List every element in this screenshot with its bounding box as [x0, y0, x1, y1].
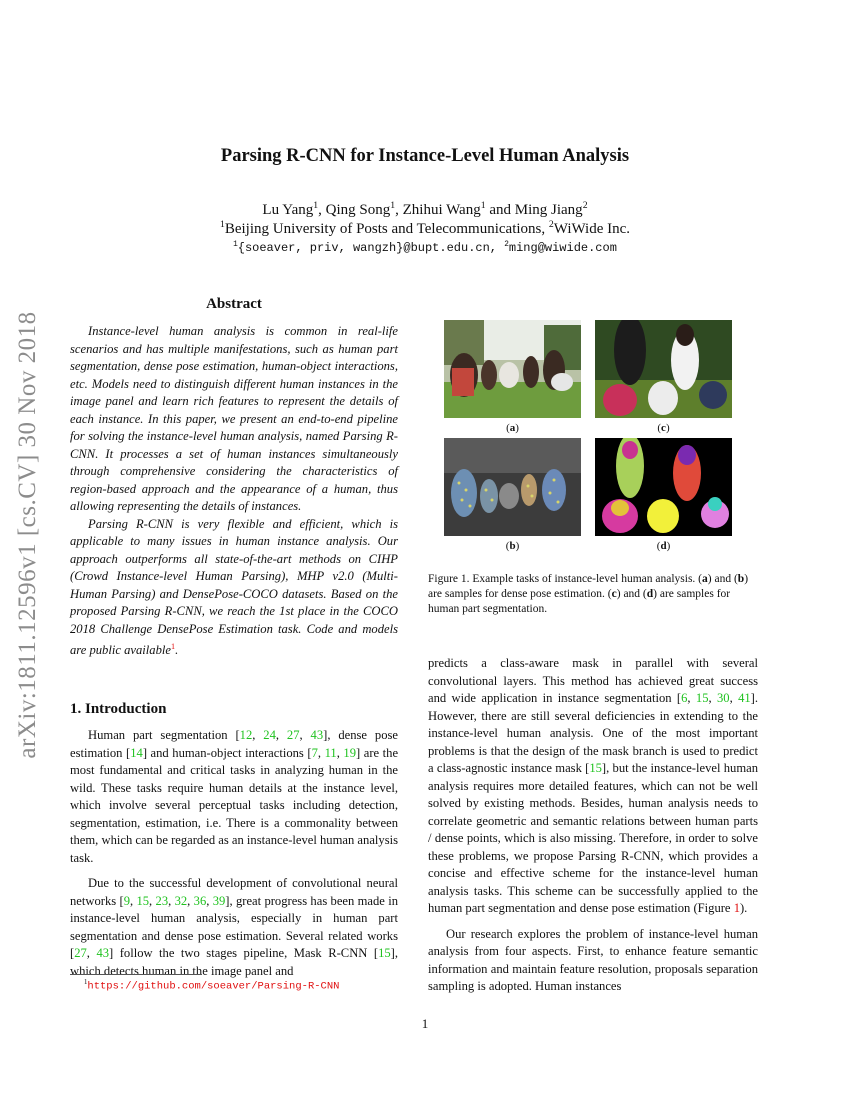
figure-panel-a-photo [444, 320, 581, 418]
figure-panel-d-segmentation [595, 438, 732, 536]
footnote: $^1$https://github.com/soeaver/Parsing-R-CNN [84, 979, 340, 993]
arxiv-sidebar-stamp [6, 290, 50, 780]
citation-link[interactable]: 27 [286, 728, 300, 742]
introduction-body [70, 727, 398, 980]
subfigure-ref: a [702, 573, 708, 585]
citation-link[interactable]: 11 [324, 745, 337, 760]
citation-link[interactable]: 15 [378, 946, 391, 960]
citation-link[interactable]: 12 [239, 728, 253, 742]
photo-girls-group [595, 320, 732, 418]
arxiv-id: arXiv:1811.12596v1 [cs.CV] 30 Nov 2018 [14, 311, 41, 759]
abstract-paragraph: Parsing R-CNN is very flexible and efficient, which is applicable to many issues in human instance analysis. Our approach outperforms all state-of-the-art methods on CIHP (Crowd Instance-level Human Parsing), MHP v2.0 (Multi-Human Parsing) and DensePose-COCO datasets. Based on the proposed Parsing R-CNN, we reach the 1st place in the COCO 2018 Challenge DensePose Estimation task. Code and models are public available$^1$. [70, 516, 398, 658]
citation-link[interactable]: 43 [310, 728, 324, 742]
footnote-reference-link[interactable]: 1 [170, 642, 176, 651]
figure-label-b: (b) [505, 540, 520, 552]
footnote-link[interactable]: https://github.com/soeaver/Parsing-R-CNN [87, 980, 340, 993]
author: Lu Yang$^1$, [262, 200, 326, 218]
citation-link[interactable]: 30 [716, 691, 730, 705]
citation-link[interactable]: 43 [96, 946, 110, 960]
abstract-paragraph: Instance-level human analysis is common in real-life scenarios and has multiple manifestations, such as human part segmentation, dense pose estimation, human-object interactions, etc. Models need to distinguish different human instances in the image panel and learn rich features to represent the details of each instance. In this paper, we present an end-to-end pipeline for solving the instance-level human analysis, named Parsing R-CNN. It processes a set of human instances simultaneously through comprehensive considering the characteristics of region-based approach and the appearance of a human, thus allowing representing the details of instances. [70, 324, 398, 513]
abstract-heading: Abstract [206, 296, 262, 312]
affiliations: $^1$Beijing University of Posts and Telecommunications, $^2$WiWide Inc. [219, 219, 631, 237]
citation-link[interactable]: 32 [174, 893, 188, 908]
figure-panel-b-densepose [444, 438, 581, 536]
part-segmentation-visualization [595, 438, 732, 536]
right-column-body [428, 655, 758, 996]
footnote-divider [70, 974, 202, 975]
figure-panel-c-photo [595, 320, 732, 418]
figure-label-d: (d) [656, 540, 671, 552]
citation-link[interactable]: 36 [193, 893, 207, 908]
citation-link[interactable]: 39 [212, 893, 226, 908]
author: Qing Song$^1$, [325, 200, 403, 218]
introduction-heading: 1. Introduction [70, 701, 167, 717]
page-number: 1 [421, 1016, 429, 1031]
citation-link[interactable]: 9 [123, 893, 130, 908]
densepose-visualization [444, 438, 581, 536]
introduction-paragraph: Due to the successful development of convolutional neural networks [9, 15, 23, 32, 36, 39], great progress has been made in instance-level human analysis, especially in human part segmentation and dense pose estimation. Several related works [27, 43] follow the two stages pipeline, Mask R-CNN [15], which detects human in the image panel and [70, 876, 399, 978]
citation-link[interactable]: 6 [681, 691, 688, 705]
citation-link[interactable]: 15 [589, 761, 602, 775]
subfigure-ref: d [646, 588, 654, 600]
citation-link[interactable]: 15 [695, 691, 709, 705]
figure-label-c: (c) [657, 422, 670, 434]
citation-link[interactable]: 27 [74, 946, 87, 960]
subfigure-ref: c [611, 588, 617, 600]
author: Ming Jiang$^2$ [514, 200, 588, 218]
right-paragraph: predicts a class-aware mask in parallel with several convolutional layers. This method has achieved great success and wide application in instance segmentation [6, 15, 30, 41]. However, there are still several deficiencies in extending to the instance-level human analysis. One of the most important problems is that the design of the mask branch is used to predict a class-agnostic instance mask [15], but the instance-level human analysis requires more detailed features, which can not be well solved by existing methods. Besides, human analysis needs to correlate geometric and semantic relations between human parts / dense points, which is also missing. Therefore, in order to solve these problems, we propose Parsing R-CNN, which provides a concise and effective scheme for the instance-level human analysis tasks. This scheme can be successfully applied to the human part segmentation and dense pose estimation (Figure 1). [428, 656, 759, 915]
author: Zhihui Wang$^1$ and [402, 200, 515, 218]
citation-link[interactable]: 23 [155, 893, 169, 908]
figure-caption: Figure 1. Example tasks of instance-level human analysis. (a) and (b) are samples for dense pose estimation. (c) and (d) are samples for human part segmentation. [428, 573, 749, 615]
figure-label-a: (a) [506, 422, 519, 434]
photo-children-field [444, 320, 581, 418]
author-list [0, 200, 850, 219]
paper-title: Parsing R-CNN for Instance-Level Human Analysis [220, 146, 630, 166]
introduction-paragraph: Human part segmentation [12, 24, 27, 43], dense pose estimation [14] and human-object interactions [7, 11, 19] are the most fundamental and critical tasks in analyzing human in the wild. These tasks require human details at the instance level, which involve several perceptual tasks including detection, segmentation, estimation, i.e. There is a commonality between them, which can be regarded as an instance-level human analysis task. [70, 728, 399, 865]
figure-reference-link[interactable]: 1 [733, 901, 740, 915]
abstract-body [70, 323, 398, 660]
citation-link[interactable]: 15 [136, 893, 150, 908]
author-emails: $^1${soeaver, priv, wangzh}@bupt.edu.cn, $^2$ming@wiwide.com [233, 241, 617, 255]
citation-link[interactable]: 19 [343, 745, 356, 760]
citation-link[interactable]: 41 [738, 691, 751, 705]
citation-link[interactable]: 24 [263, 728, 276, 742]
citation-link[interactable]: 14 [130, 745, 143, 760]
citation-link[interactable]: 7 [311, 745, 318, 760]
subfigure-ref: b [737, 573, 745, 585]
right-paragraph: Our research explores the problem of instance-level human analysis from four aspects. First, to enhance feature semantic information and maintain feature resolution, proposals separation sampling is adopted. Human instances [428, 926, 758, 993]
